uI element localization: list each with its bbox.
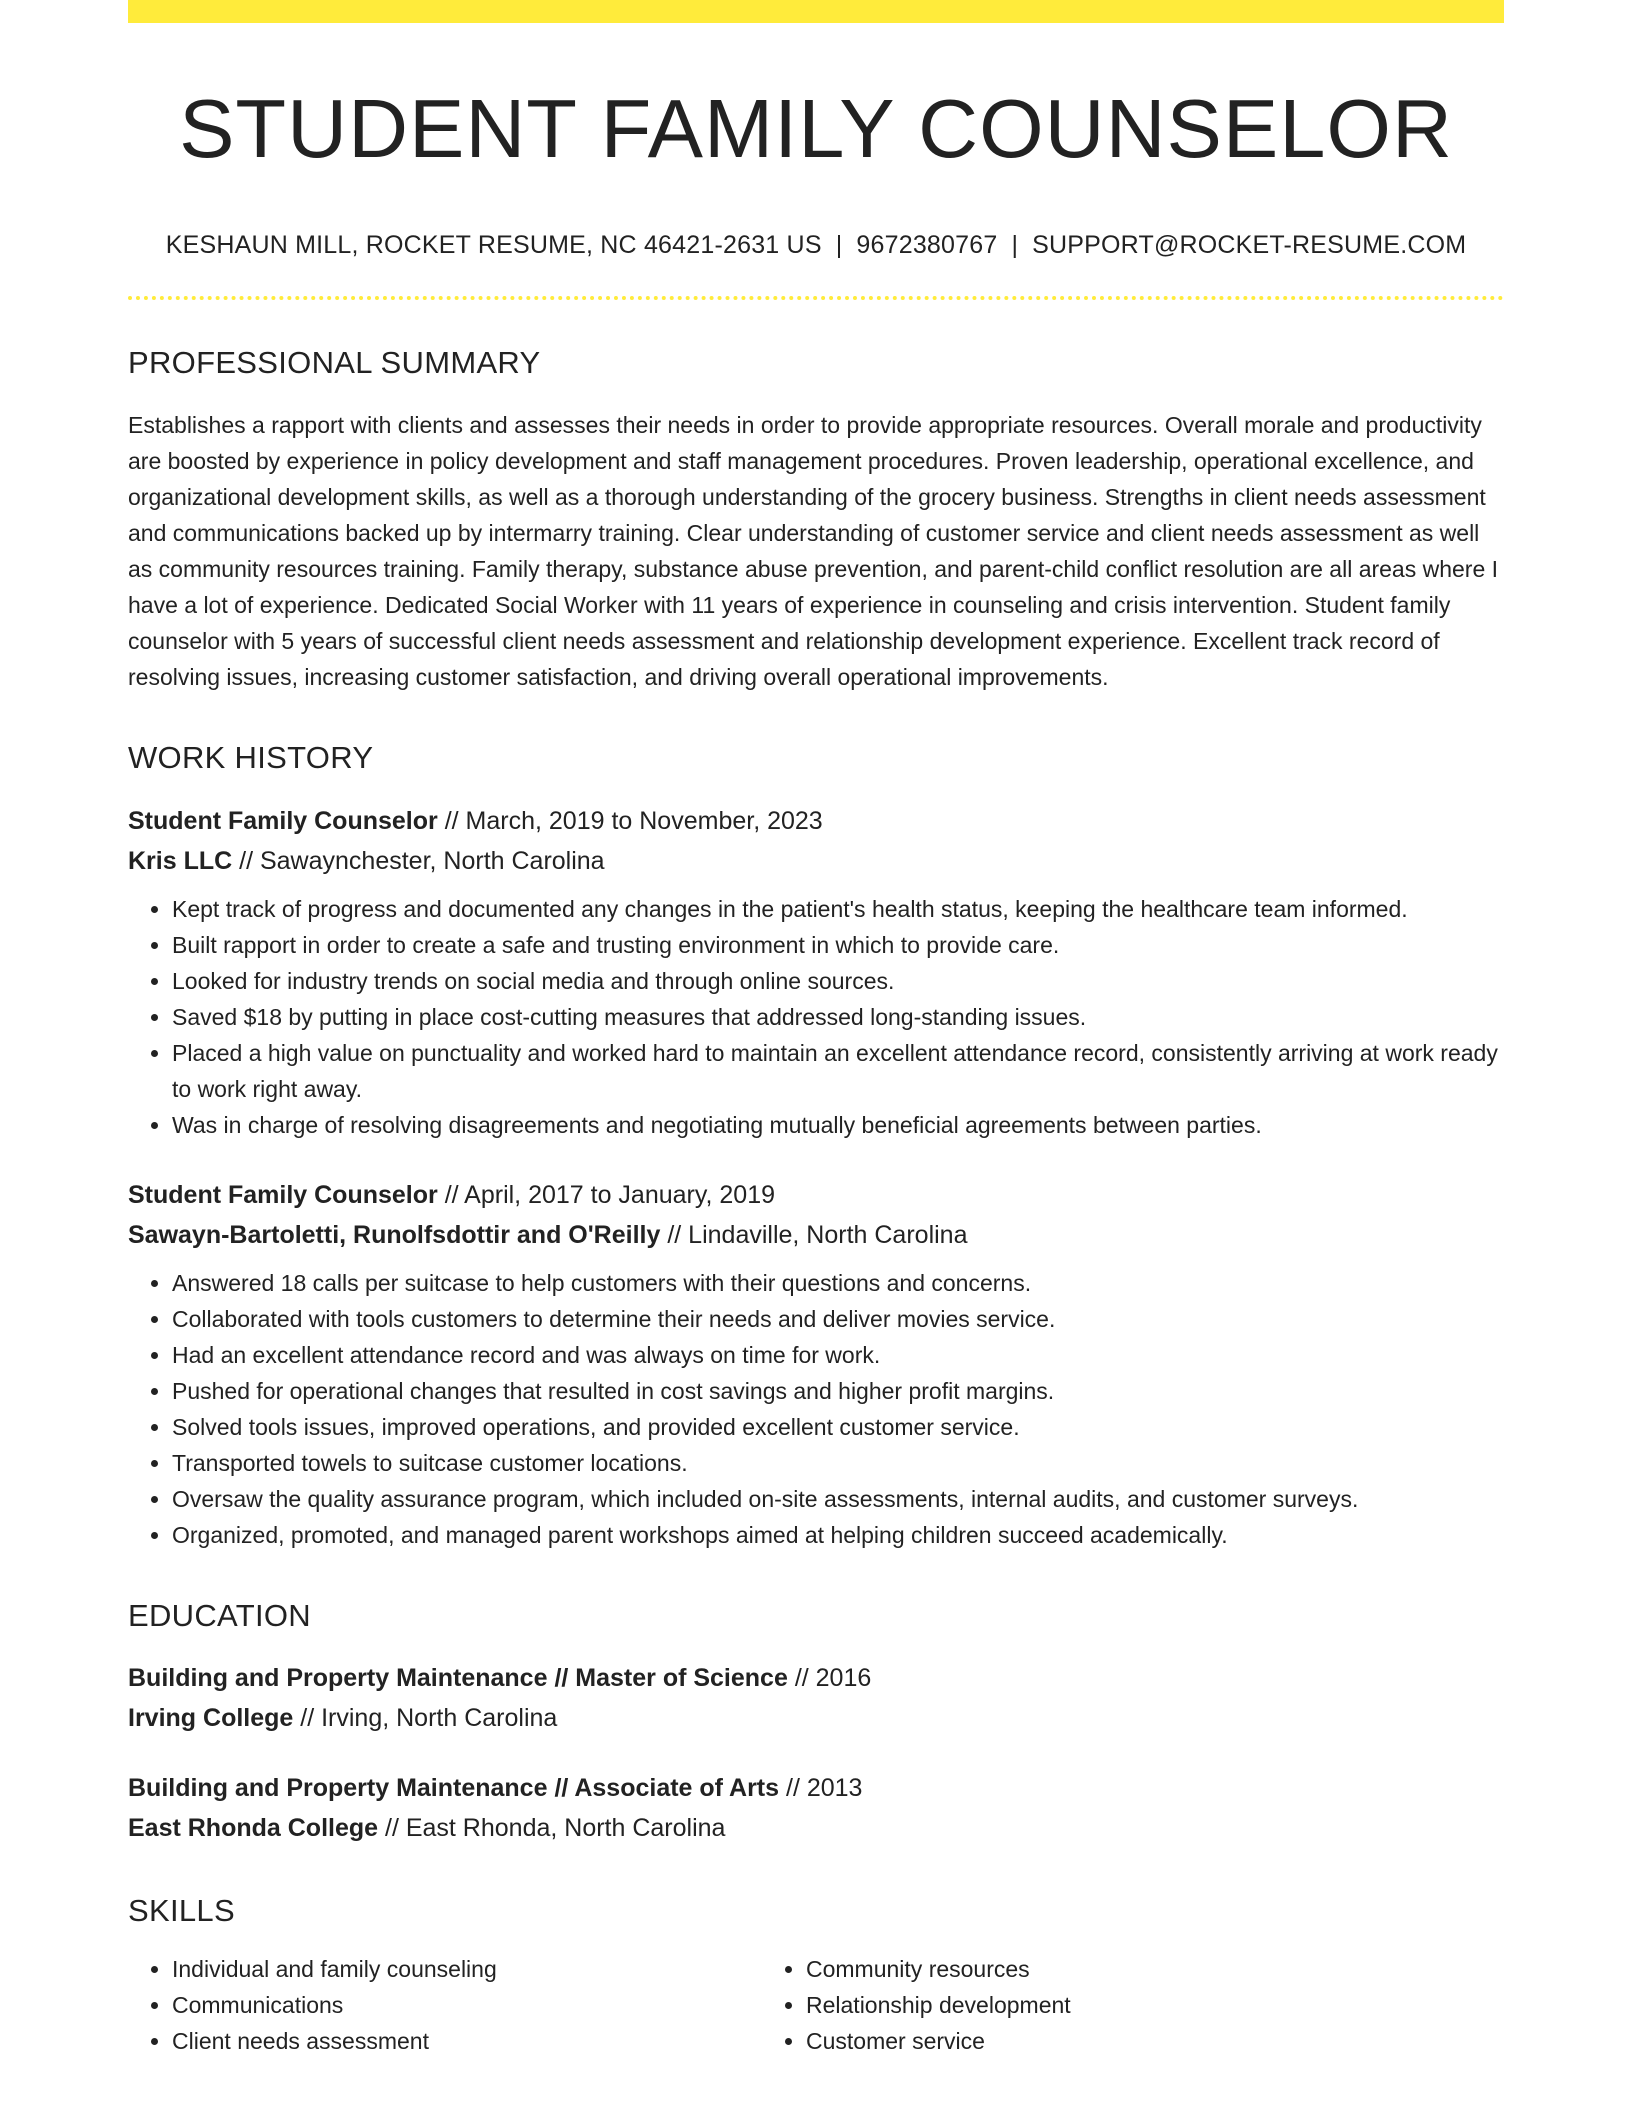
skill-item: • Community resources bbox=[806, 1951, 1396, 1987]
education-location: // East Rhonda, North Carolina bbox=[378, 1813, 726, 1842]
education-degree: Building and Property Maintenance // Master of Science bbox=[128, 1663, 788, 1692]
job-bullet: • Was in charge of resolving disagreements and negotiating mutually beneficial agreements between parties. bbox=[172, 1107, 1504, 1143]
skill-item: • Client needs assessment bbox=[172, 2023, 762, 2059]
job-bullet-list bbox=[128, 1265, 1504, 1553]
resume-title: STUDENT FAMILY COUNSELOR bbox=[179, 82, 1453, 175]
accent-top-bar bbox=[128, 0, 1504, 23]
job-entry bbox=[128, 1175, 1504, 1553]
job-bullet-list bbox=[128, 891, 1504, 1143]
job-bullet: • Looked for industry trends on social media and through online sources. bbox=[172, 963, 1504, 999]
skills-list-left bbox=[128, 1951, 762, 2059]
contact-phone: 9672380767 bbox=[856, 231, 998, 260]
skill-item: • Relationship development bbox=[806, 1987, 1396, 2023]
education-entry bbox=[128, 1658, 1504, 1738]
resume-page bbox=[128, 0, 1504, 2059]
job-title-line bbox=[128, 1175, 1504, 1215]
job-location: // Sawaynchester, North Carolina bbox=[232, 846, 605, 875]
job-dates: // March, 2019 to November, 2023 bbox=[437, 806, 823, 835]
contact-separator: | bbox=[835, 231, 843, 260]
job-bullet: • Organized, promoted, and managed parent workshops aimed at helping children succeed academically. bbox=[172, 1517, 1504, 1553]
job-bullet: • Transported towels to suitcase customer locations. bbox=[172, 1445, 1504, 1481]
job-title: Student Family Counselor bbox=[128, 806, 438, 835]
education-entry bbox=[128, 1768, 1504, 1848]
job-bullet: • Oversaw the quality assurance program, which included on-site assessments, internal audits, and customer surveys. bbox=[172, 1481, 1504, 1517]
job-bullet: • Had an excellent attendance record and was always on time for work. bbox=[172, 1337, 1504, 1373]
contact-separator: | bbox=[1011, 231, 1019, 260]
education-degree: Building and Property Maintenance // Associate of Arts bbox=[128, 1773, 780, 1802]
summary-heading: PROFESSIONAL SUMMARY bbox=[128, 345, 541, 381]
job-company-line bbox=[128, 841, 1504, 881]
education-school: East Rhonda College bbox=[128, 1813, 379, 1842]
job-bullet: • Kept track of progress and documented any changes in the patient's health status, keeping the healthcare team informed. bbox=[172, 891, 1504, 927]
education-heading: EDUCATION bbox=[128, 1597, 311, 1633]
skills-columns bbox=[128, 1951, 1504, 2059]
education-year: // 2013 bbox=[779, 1773, 863, 1802]
work-history-heading: WORK HISTORY bbox=[128, 740, 374, 776]
contact-address: KESHAUN MILL, ROCKET RESUME, NC 46421-2631 US bbox=[165, 231, 822, 260]
education-location: // Irving, North Carolina bbox=[293, 1703, 558, 1732]
job-location: // Lindaville, North Carolina bbox=[660, 1220, 968, 1249]
education-school-line bbox=[128, 1808, 1504, 1848]
job-bullet: • Answered 18 calls per suitcase to help customers with their questions and concerns. bbox=[172, 1265, 1504, 1301]
contact-line bbox=[128, 230, 1504, 260]
summary-text: Establishes a rapport with clients and assesses their needs in order to provide appropriate resources. Overall morale and productivity are boosted by experience in policy development and staff management procedures. Proven leadership, operational excellence, and organizational development skills, as well as a thorough understanding of the grocery business. Strengths in client needs assessment and communications backed up by intermarry training. Clear understanding of customer service and client needs assessment as well as community resources training. Family therapy, substance abuse prevention, and parent-child conflict resolution are all areas where I have a lot of experience. Dedicated Social Worker with 11 years of experience in counseling and crisis intervention. Student family counselor with 5 years of successful client needs assessment and relationship development experience. Excellent track record of resolving issues, increasing customer satisfaction, and driving overall operational improvements. bbox=[128, 412, 1499, 691]
job-bullet: • Placed a high value on punctuality and worked hard to maintain an excellent attendance record, consistently arriving at work ready to work right away. bbox=[172, 1035, 1504, 1107]
education-degree-line bbox=[128, 1768, 1504, 1808]
job-title: Student Family Counselor bbox=[128, 1180, 438, 1209]
job-bullet: • Pushed for operational changes that resulted in cost savings and higher profit margins. bbox=[172, 1373, 1504, 1409]
contact-email: SUPPORT@ROCKET-RESUME.COM bbox=[1032, 231, 1467, 260]
education-school-line bbox=[128, 1698, 1504, 1738]
job-title-line bbox=[128, 801, 1504, 841]
job-entry bbox=[128, 801, 1504, 1143]
education-school: Irving College bbox=[128, 1703, 294, 1732]
job-dates: // April, 2017 to January, 2019 bbox=[437, 1180, 776, 1209]
education-year: // 2016 bbox=[787, 1663, 872, 1692]
skill-item: • Customer service bbox=[806, 2023, 1396, 2059]
job-bullet: • Collaborated with tools customers to determine their needs and deliver movies service. bbox=[172, 1301, 1504, 1337]
skill-item: • Individual and family counseling bbox=[172, 1951, 762, 1987]
job-company-line bbox=[128, 1215, 1504, 1255]
skill-item: • Communications bbox=[172, 1987, 762, 2023]
skills-heading: SKILLS bbox=[128, 1892, 235, 1928]
job-company: Sawayn-Bartoletti, Runolfsdottir and O'Reilly bbox=[128, 1220, 661, 1249]
education-degree-line bbox=[128, 1658, 1504, 1698]
job-company: Kris LLC bbox=[128, 846, 233, 875]
job-bullet: • Saved $18 by putting in place cost-cutting measures that addressed long-standing issues. bbox=[172, 999, 1504, 1035]
job-bullet: • Solved tools issues, improved operations, and provided excellent customer service. bbox=[172, 1409, 1504, 1445]
dotted-divider bbox=[128, 296, 1504, 300]
job-bullet: • Built rapport in order to create a safe and trusting environment in which to provide care. bbox=[172, 927, 1504, 963]
skills-list-right bbox=[762, 1951, 1396, 2059]
